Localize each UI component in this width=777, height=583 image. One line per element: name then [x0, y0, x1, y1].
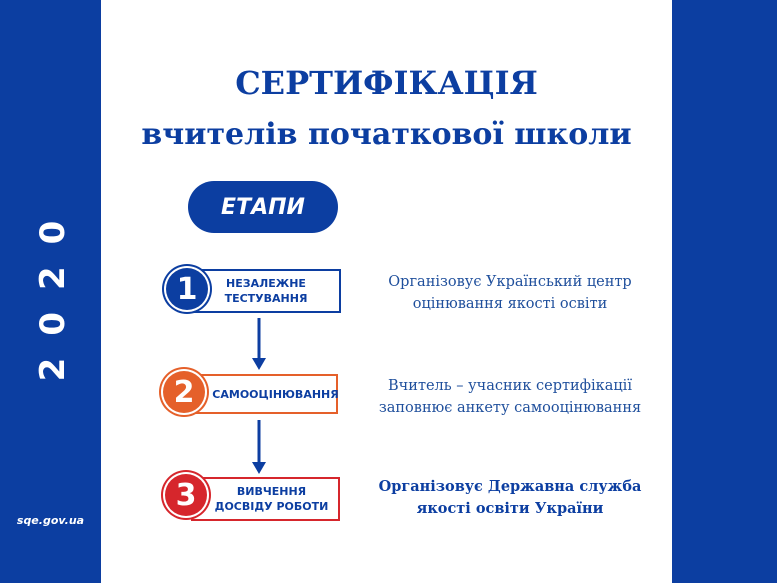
- step-3-description: [360, 476, 660, 520]
- step-1-label-line-2: ТЕСТУВАННЯ: [224, 292, 308, 305]
- page-title: СЕРТИФІКАЦІЯ: [235, 64, 538, 102]
- arrow-down-icon: [249, 318, 269, 370]
- site-link[interactable]: sqe.gov.ua: [16, 514, 85, 527]
- step-3-desc-line-1: Організовує Державна служба: [378, 478, 642, 495]
- step-1-desc-line-1: Організовує Український центр: [388, 274, 632, 290]
- stages-badge: ЕТАПИ: [188, 181, 338, 233]
- arrow-down-icon: [249, 420, 269, 474]
- step-1-number-badge: 1: [166, 268, 208, 310]
- left-sidebar: [0, 0, 101, 583]
- step-2-number-badge: 2: [163, 371, 205, 413]
- page-subtitle: вчителів початкової школи: [141, 117, 632, 152]
- step-3-label-line-2: ДОСВІДУ РОБОТИ: [214, 500, 329, 513]
- step-1-description: [360, 271, 660, 315]
- step-2-desc-line-1: Вчитель – учасник сертифікації: [388, 378, 632, 394]
- right-sidebar: [672, 0, 777, 583]
- step-2-box: [191, 374, 338, 414]
- step-2-description: [360, 375, 660, 419]
- step-3-label-line-1: ВИВЧЕННЯ: [236, 485, 307, 498]
- step-1-desc-line-2: оцінювання якості освіти: [412, 296, 608, 312]
- step-3-number-badge: 3: [165, 474, 207, 516]
- step-2-desc-line-2: заповнює анкету самооцінювання: [378, 400, 642, 416]
- step-2-label-line-1: САМООЦІНЮВАННЯ: [212, 387, 339, 401]
- step-1-label-line-1: НЕЗАЛЕЖНЕ: [226, 277, 306, 290]
- year-label: 2020: [33, 198, 73, 382]
- step-3-desc-line-2: якості освіти України: [416, 500, 604, 517]
- step-3-box: [191, 477, 340, 521]
- step-1-box: [191, 269, 341, 313]
